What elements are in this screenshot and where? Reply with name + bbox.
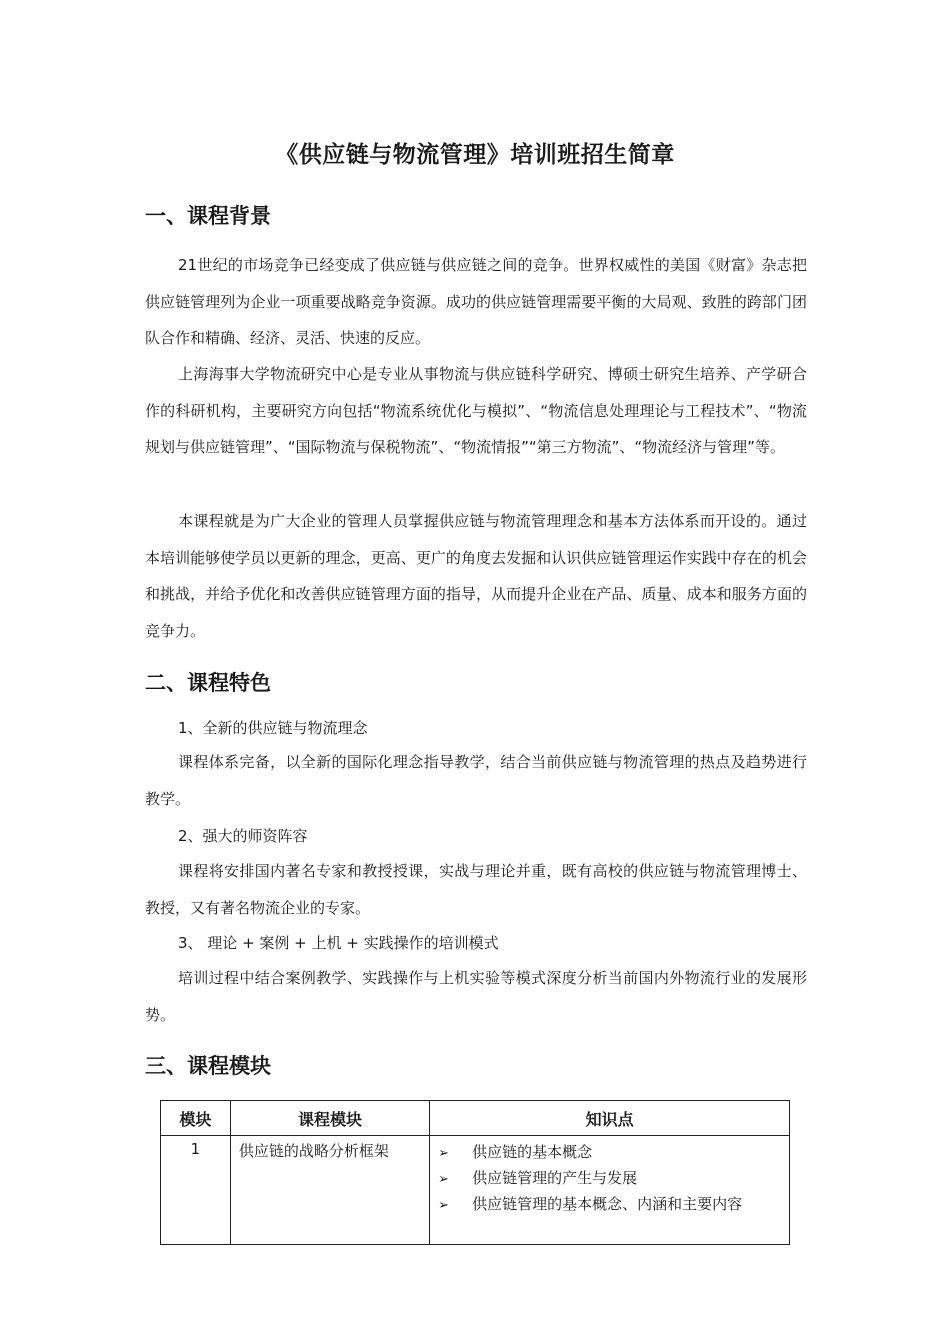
feature-title: 1、全新的供应链与物流理念 xyxy=(178,719,368,737)
table-row xyxy=(161,1136,790,1245)
paragraph: 21世纪的市场竞争已经变成了供应链与供应链之间的竞争。世界权威性的美国《财富》杂志把供应链管理列为企业一项重要战略竞争资源。成功的供应链管理需要平衡的大局观、致胜的跨部门团队合作和精确、经济、灵活、快速的反应。 xyxy=(145,256,807,347)
document-title: 《供应链与物流管理》培训班招生简章 xyxy=(275,142,675,168)
module-table xyxy=(160,1100,790,1245)
arrow-bullet-icon: ➢ xyxy=(438,1172,450,1187)
list-item xyxy=(438,1166,781,1192)
knowledge-points xyxy=(430,1136,790,1245)
paragraph: 本课程就是为广大企业的管理人员掌握供应链与物流管理理念和基本方法体系而开设的。通过本培训能够使学员以更新的理念，更高、更广的角度去发掘和认识供应链管理运作实践中存在的机会和挑战，并给予优化和改善供应链管理方面的指导，从而提升企业在产品、质量、成本和服务方面的竞争力。 xyxy=(145,512,807,640)
feature-title: 3、 理论 + 案例 + 上机 + 实践操作的培训模式 xyxy=(178,934,499,952)
knowledge-point-text: 供应链管理的基本概念、内涵和主要内容 xyxy=(472,1195,743,1213)
feature-text: 课程将安排国内著名专家和教授授课，实战与理论并重，既有高校的供应链与物流管理博士、教授，又有著名物流企业的专家。 xyxy=(145,862,807,917)
section-heading-background: 一、课程背景 xyxy=(145,204,271,228)
table-header-cell: 课程模块 xyxy=(230,1101,429,1136)
module-number: 1 xyxy=(161,1136,231,1245)
list-item xyxy=(438,1192,781,1218)
feature-text: 培训过程中结合案例教学、实践操作与上机实验等模式深度分析当前国内外物流行业的发展形势。 xyxy=(145,969,807,1024)
section-heading-features: 二、课程特色 xyxy=(145,671,271,695)
table-header-cell: 模块 xyxy=(161,1101,231,1136)
table-header-cell: 知识点 xyxy=(430,1101,790,1136)
knowledge-point-text: 供应链管理的产生与发展 xyxy=(472,1169,638,1187)
table-header-row xyxy=(161,1101,790,1136)
paragraph: 上海海事大学物流研究中心是专业从事物流与供应链科学研究、博硕士研究生培养、产学研合作的科研机构，主要研究方向包括“物流系统优化与模拟”、“物流信息处理理论与工程技术”、“物流规划与供应链管理”、“国际物流与保税物流”、“物流情报”“第三方物流”、“物流经济与管理”等。 xyxy=(145,365,807,456)
knowledge-point-list xyxy=(438,1140,781,1218)
feature-title: 2、强大的师资阵容 xyxy=(178,827,308,845)
module-name: 供应链的战略分析框架 xyxy=(230,1136,429,1245)
feature-text: 课程体系完备，以全新的国际化理念指导教学，结合当前供应链与物流管理的热点及趋势进行教学。 xyxy=(145,753,807,808)
list-item xyxy=(438,1140,781,1166)
knowledge-point-text: 供应链的基本概念 xyxy=(472,1143,593,1161)
arrow-bullet-icon: ➢ xyxy=(438,1198,450,1213)
arrow-bullet-icon: ➢ xyxy=(438,1146,450,1161)
section-heading-modules: 三、课程模块 xyxy=(145,1054,271,1078)
